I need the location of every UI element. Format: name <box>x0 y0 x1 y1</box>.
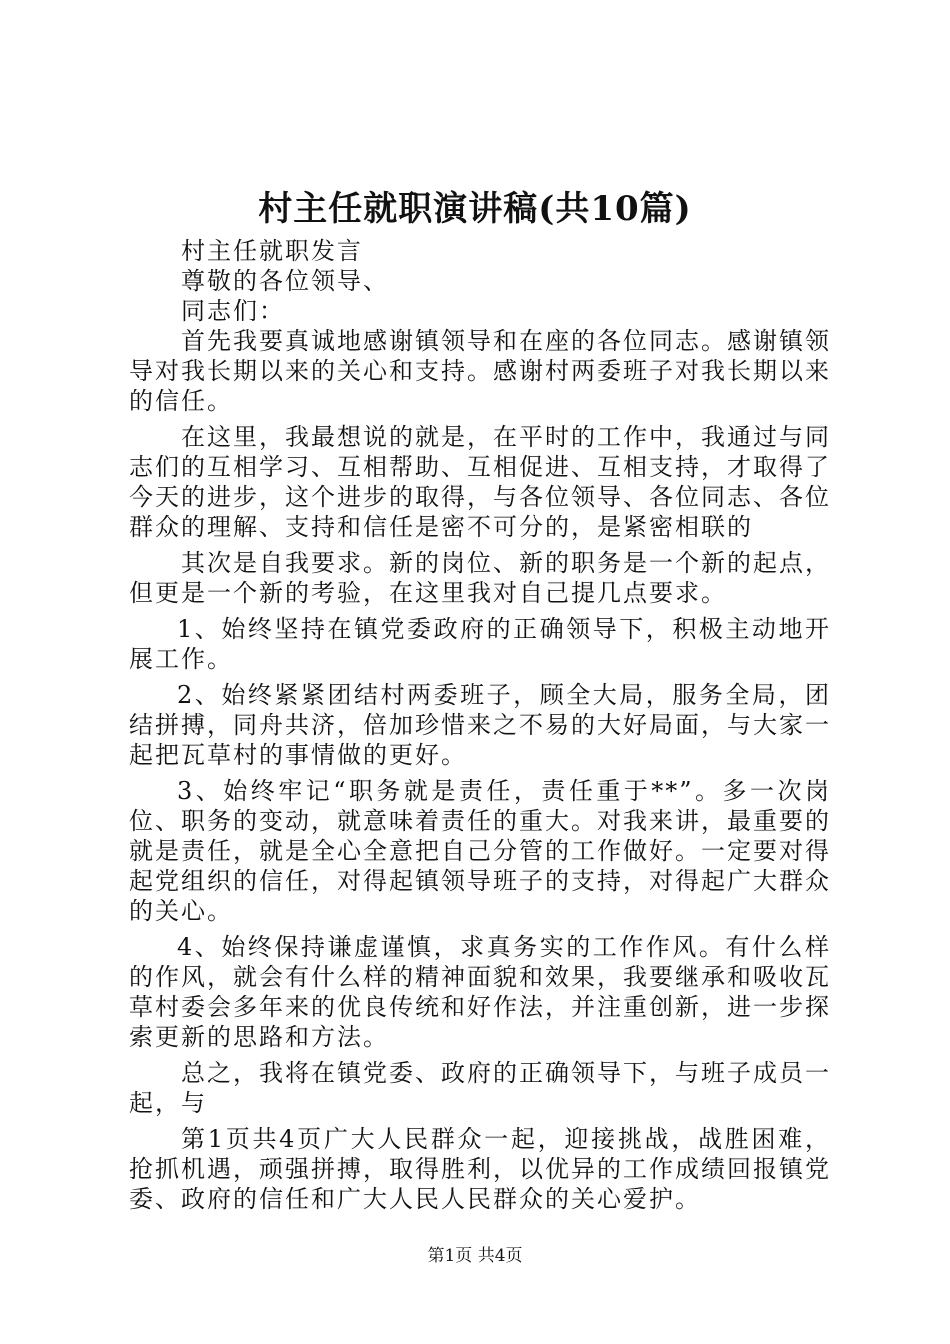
page-number-footer: 第1页 共4页 <box>427 1246 523 1266</box>
document-body <box>129 236 831 1214</box>
paragraph-salutation-1: 尊敬的各位领导、 <box>181 267 389 295</box>
paragraph-point-1: 1、始终坚持在镇党委政府的正确领导下，积极主动地开展工作。 <box>129 615 831 673</box>
paragraph-point-4: 4、始终保持谦虚谨慎，求真务实的工作作风。有什么样的作风，就会有什么样的精神面貌和效果，我要继承和吸收瓦草村委会多年来的优良传统和好作法，并注重创新，进一步探索更新的思路和方法。 <box>129 933 831 1051</box>
paragraph-point-2: 2、始终紧紧团结村两委班子，顾全大局，服务全局，团结拼搏，同舟共济，倍加珍惜来之不易的大好局面，与大家一起把瓦草村的事情做的更好。 <box>129 681 831 769</box>
paragraph-salutation-2: 同志们： <box>181 297 285 325</box>
paragraph-thanks: 首先我要真诚地感谢镇领导和在座的各位同志。感谢镇领导对我长期以来的关心和支持。感谢村两委班子对我长期以来的信任。 <box>129 327 831 415</box>
paragraph-conclusion: 总之，我将在镇党委、政府的正确领导下，与班子成员一起，与 <box>129 1059 831 1117</box>
paragraph-closing: 第1页共4页广大人民群众一起，迎接挑战，战胜困难，抢抓机遇，顽强拼搏，取得胜利，以优异的工作成绩回报镇党委、政府的信任和广大人民人民群众的关心爱护。 <box>129 1125 831 1213</box>
paragraph-progress: 在这里，我最想说的就是，在平时的工作中，我通过与同志们的互相学习、互相帮助、互相促进、互相支持，才取得了今天的进步，这个进步的取得，与各位领导、各位同志、各位群众的理解、支持和信任是密不可分的，是紧密相联的 <box>129 423 831 541</box>
paragraph-point-3: 3、始终牢记“职务就是责任，责任重于**”。多一次岗位、职务的变动，就意味着责任的重大。对我来讲，最重要的就是责任，就是全心全意把自己分管的工作做好。一定要对得起党组织的信任，对得起镇领导班子的支持，对得起广大群众的关心。 <box>129 777 831 925</box>
document-title: 村主任就职演讲稿(共10篇) <box>258 189 692 229</box>
paragraph-requirements: 其次是自我要求。新的岗位、新的职务是一个新的起点，但更是一个新的考验，在这里我对自己提几点要求。 <box>129 549 831 607</box>
paragraph-heading: 村主任就职发言 <box>181 237 363 265</box>
